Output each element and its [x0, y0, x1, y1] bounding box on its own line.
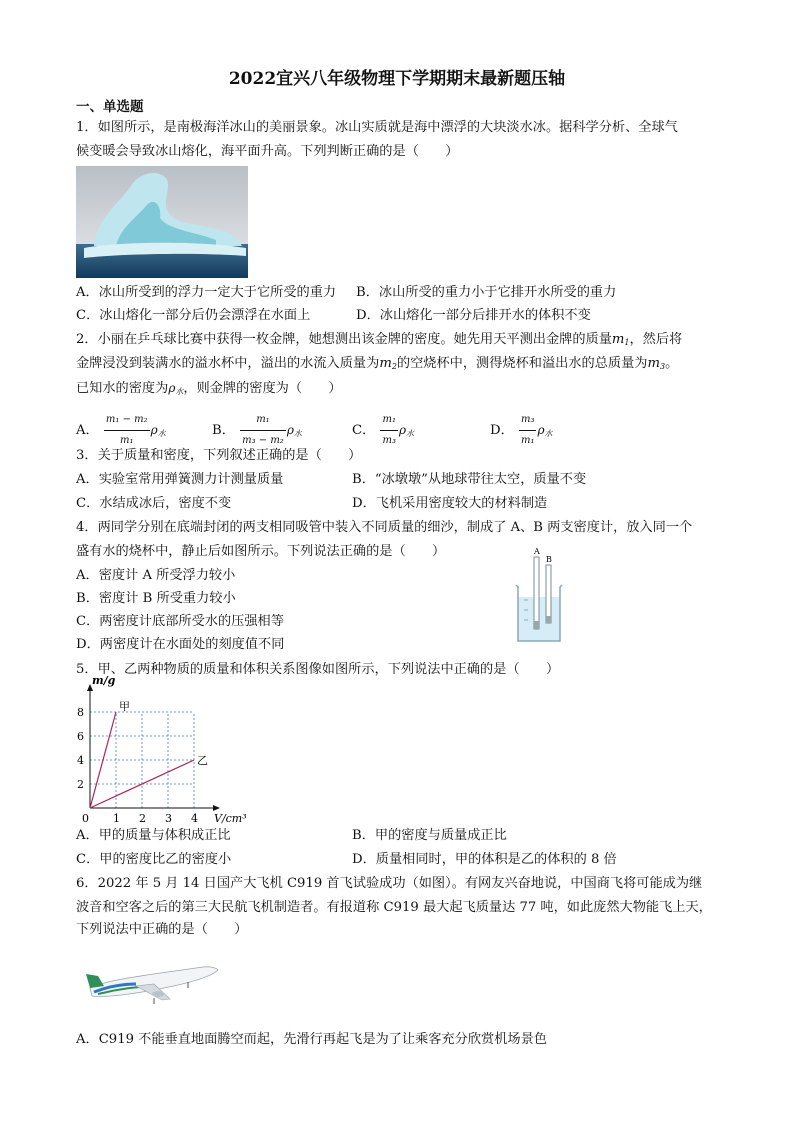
- q2-line2-end: 。: [665, 356, 679, 371]
- q2-line2: [76, 354, 678, 377]
- q1-option-b: B．冰山所受的重力小于它排开水所受的重力: [356, 285, 617, 300]
- q5-option-b: B．甲的密度与质量成正比: [352, 828, 507, 843]
- iceberg-photo: [76, 166, 248, 278]
- plane-tail: [86, 974, 104, 988]
- page-title: 2022宜兴八年级物理下学期期末最新题压轴: [228, 69, 566, 89]
- q3-option-c: C．水结成冰后，密度不变: [76, 496, 232, 511]
- q2-line1-end: ，然后将: [629, 332, 683, 347]
- q1-line2: 候变暖会导致冰山熔化，海平面升高。下列判断正确的是（ ）: [76, 144, 459, 159]
- hydrometer-b: [546, 565, 551, 623]
- q6-option-a: A．C919 不能垂直地面腾空而起，先滑行再起飞是为了让乘客充分欣赏机场景色: [76, 1032, 547, 1047]
- q2-m1: $m_1$: [611, 332, 630, 347]
- x-tick-label: 0: [82, 812, 89, 825]
- q4-option-a: A．密度计 A 所受浮力较小: [76, 568, 236, 583]
- x-tick-label: 1: [113, 812, 120, 825]
- q5-line1: 5．甲、乙两种物质的质量和体积关系图像如图所示，下列说法中正确的是（ ）: [76, 662, 560, 677]
- q4-line1: 4．两同学分别在底端封闭的两支相同吸管中装入不同质量的细沙，制成了 A、B 两支密度计，放入同一个: [76, 520, 693, 535]
- q5-option-a: A．甲的质量与体积成正比: [76, 828, 231, 843]
- y-tick-label: 8: [77, 706, 84, 719]
- q4-option-c: C．两密度计底部所受水的压强相等: [76, 614, 284, 629]
- q6-line2: 波音和空客之后的第三大民航飞机制造者。有报道称 C919 最大起飞质量达 77 吨，如此庞然大物能飞上天，: [76, 900, 712, 915]
- chart-layer: [77, 676, 247, 825]
- q2-option-d: D． $\frac{\text{m₃}}{\text{m₁}}$ $\rho_水$: [490, 410, 553, 451]
- q2-option-b: B． $\frac{\text{m₁}}{\text{m₃ − m₂}}$ $\rho_水$: [212, 410, 302, 451]
- q4-option-d: D．两密度计在水面处的刻度值不同: [76, 637, 285, 652]
- q2-fraction-c: $\frac{\text{m₁}}{\text{m₃}}$: [380, 410, 398, 451]
- x-tick-label: 3: [165, 812, 172, 825]
- c919-airplane-photo: [84, 962, 224, 1008]
- q1-option-c: C．冰山熔化一部分后仍会漂浮在水面上: [76, 308, 311, 323]
- q4-line2: 盛有水的烧杯中，静止后如图所示。下列说法正确的是（ ）: [76, 544, 446, 559]
- q2-fraction-b: $\frac{\text{m₁}}{\text{m₃ − m₂}}$: [240, 410, 286, 451]
- q2-line1-text: 2．小丽在乒乓球比赛中获得一枚金牌，她想测出该金牌的密度。她先用天平测出金牌的质量: [76, 332, 612, 347]
- x-axis-arrow: [213, 805, 220, 811]
- q4-option-b: B．密度计 B 所受重力较小: [76, 591, 236, 606]
- q6-line1: 6．2022 年 5 月 14 日国产大飞机 C919 首飞试验成功（如图）。有网友兴奋地说，中国商飞将可能成为继: [76, 876, 703, 891]
- q2-option-a: A． $\frac{\text{m₁ − m₂}}{\text{m₁}}$ $\rho_水$: [76, 410, 166, 451]
- q2-m3: $m_3$: [647, 356, 666, 371]
- q2-fraction-a: $\frac{\text{m₁ − m₂}}{\text{m₁}}$: [104, 410, 150, 451]
- q3-option-b: B．“冰墩墩”从地球带往太空，质量不变: [352, 472, 587, 487]
- q2-line1: [76, 330, 682, 353]
- q5-option-c: C．甲的密度比乙的密度小: [76, 852, 232, 867]
- mass-volume-chart: [70, 676, 270, 826]
- q1-option-a: A．冰山所受到的浮力一定大于它所受的重力: [76, 285, 337, 300]
- y-tick-label: 2: [77, 778, 84, 791]
- x-tick-label: 4: [191, 812, 198, 825]
- x-tick-label: 2: [139, 812, 146, 825]
- q2-line3: [76, 378, 342, 402]
- series-label-jia: 甲: [119, 700, 130, 713]
- q2-option-c: C． $\frac{\text{m₁}}{\text{m₃}}$ $\rho_水$: [352, 410, 414, 451]
- q1-option-d: D．冰山熔化一部分后排开水的体积不变: [356, 308, 591, 323]
- q2-line3-end: ，则金牌的密度为（ ）: [183, 381, 342, 396]
- q3-option-a: A．实验室常用弹簧测力计测量质量: [76, 472, 284, 487]
- x-axis-label: V/cm³: [214, 812, 247, 825]
- q2-line2-text: 金牌浸没到装满水的溢水杯中，溢出的水流入质量为: [76, 356, 380, 371]
- q3-line1: 3．关于质量和密度，下列叙述正确的是（ ）: [76, 448, 362, 463]
- series-line-1: [90, 712, 116, 808]
- q3-option-d: D．飞机采用密度较大的材料制造: [352, 496, 548, 511]
- q6-line3: 下列说法中正确的是（ ）: [76, 922, 248, 937]
- section-heading: 一、单选题: [76, 99, 144, 115]
- y-axis-label: m/g: [92, 676, 116, 687]
- q2-line3-text: 已知水的密度为: [76, 381, 169, 396]
- q2-line2-mid: 的空烧杯中，测得烧杯和溢出水的总质量为: [396, 356, 648, 371]
- hydrometer-b-label: B: [546, 555, 552, 564]
- q2-fraction-d: $\frac{\text{m₃}}{\text{m₁}}$: [519, 410, 537, 451]
- q1-line1: 1．如图所示，是南极海洋冰山的美丽景象。冰山实质就是海中漂浮的大块淡水冰。据科学分析、全球气: [76, 120, 678, 135]
- hydrometer-beaker-figure: [514, 545, 564, 643]
- q5-option-d: D．质量相同时，甲的体积是乙的体积的 8 倍: [352, 852, 617, 867]
- q2-rho-water: $\rho_水$: [168, 381, 184, 396]
- q2-m2: $m_2$: [379, 356, 397, 371]
- hydrometer-a-label: A: [534, 547, 540, 556]
- y-tick-label: 6: [77, 730, 84, 743]
- y-tick-label: 4: [77, 754, 84, 767]
- hydrometer-a: [534, 557, 539, 629]
- series-label-yi: 乙: [197, 754, 208, 767]
